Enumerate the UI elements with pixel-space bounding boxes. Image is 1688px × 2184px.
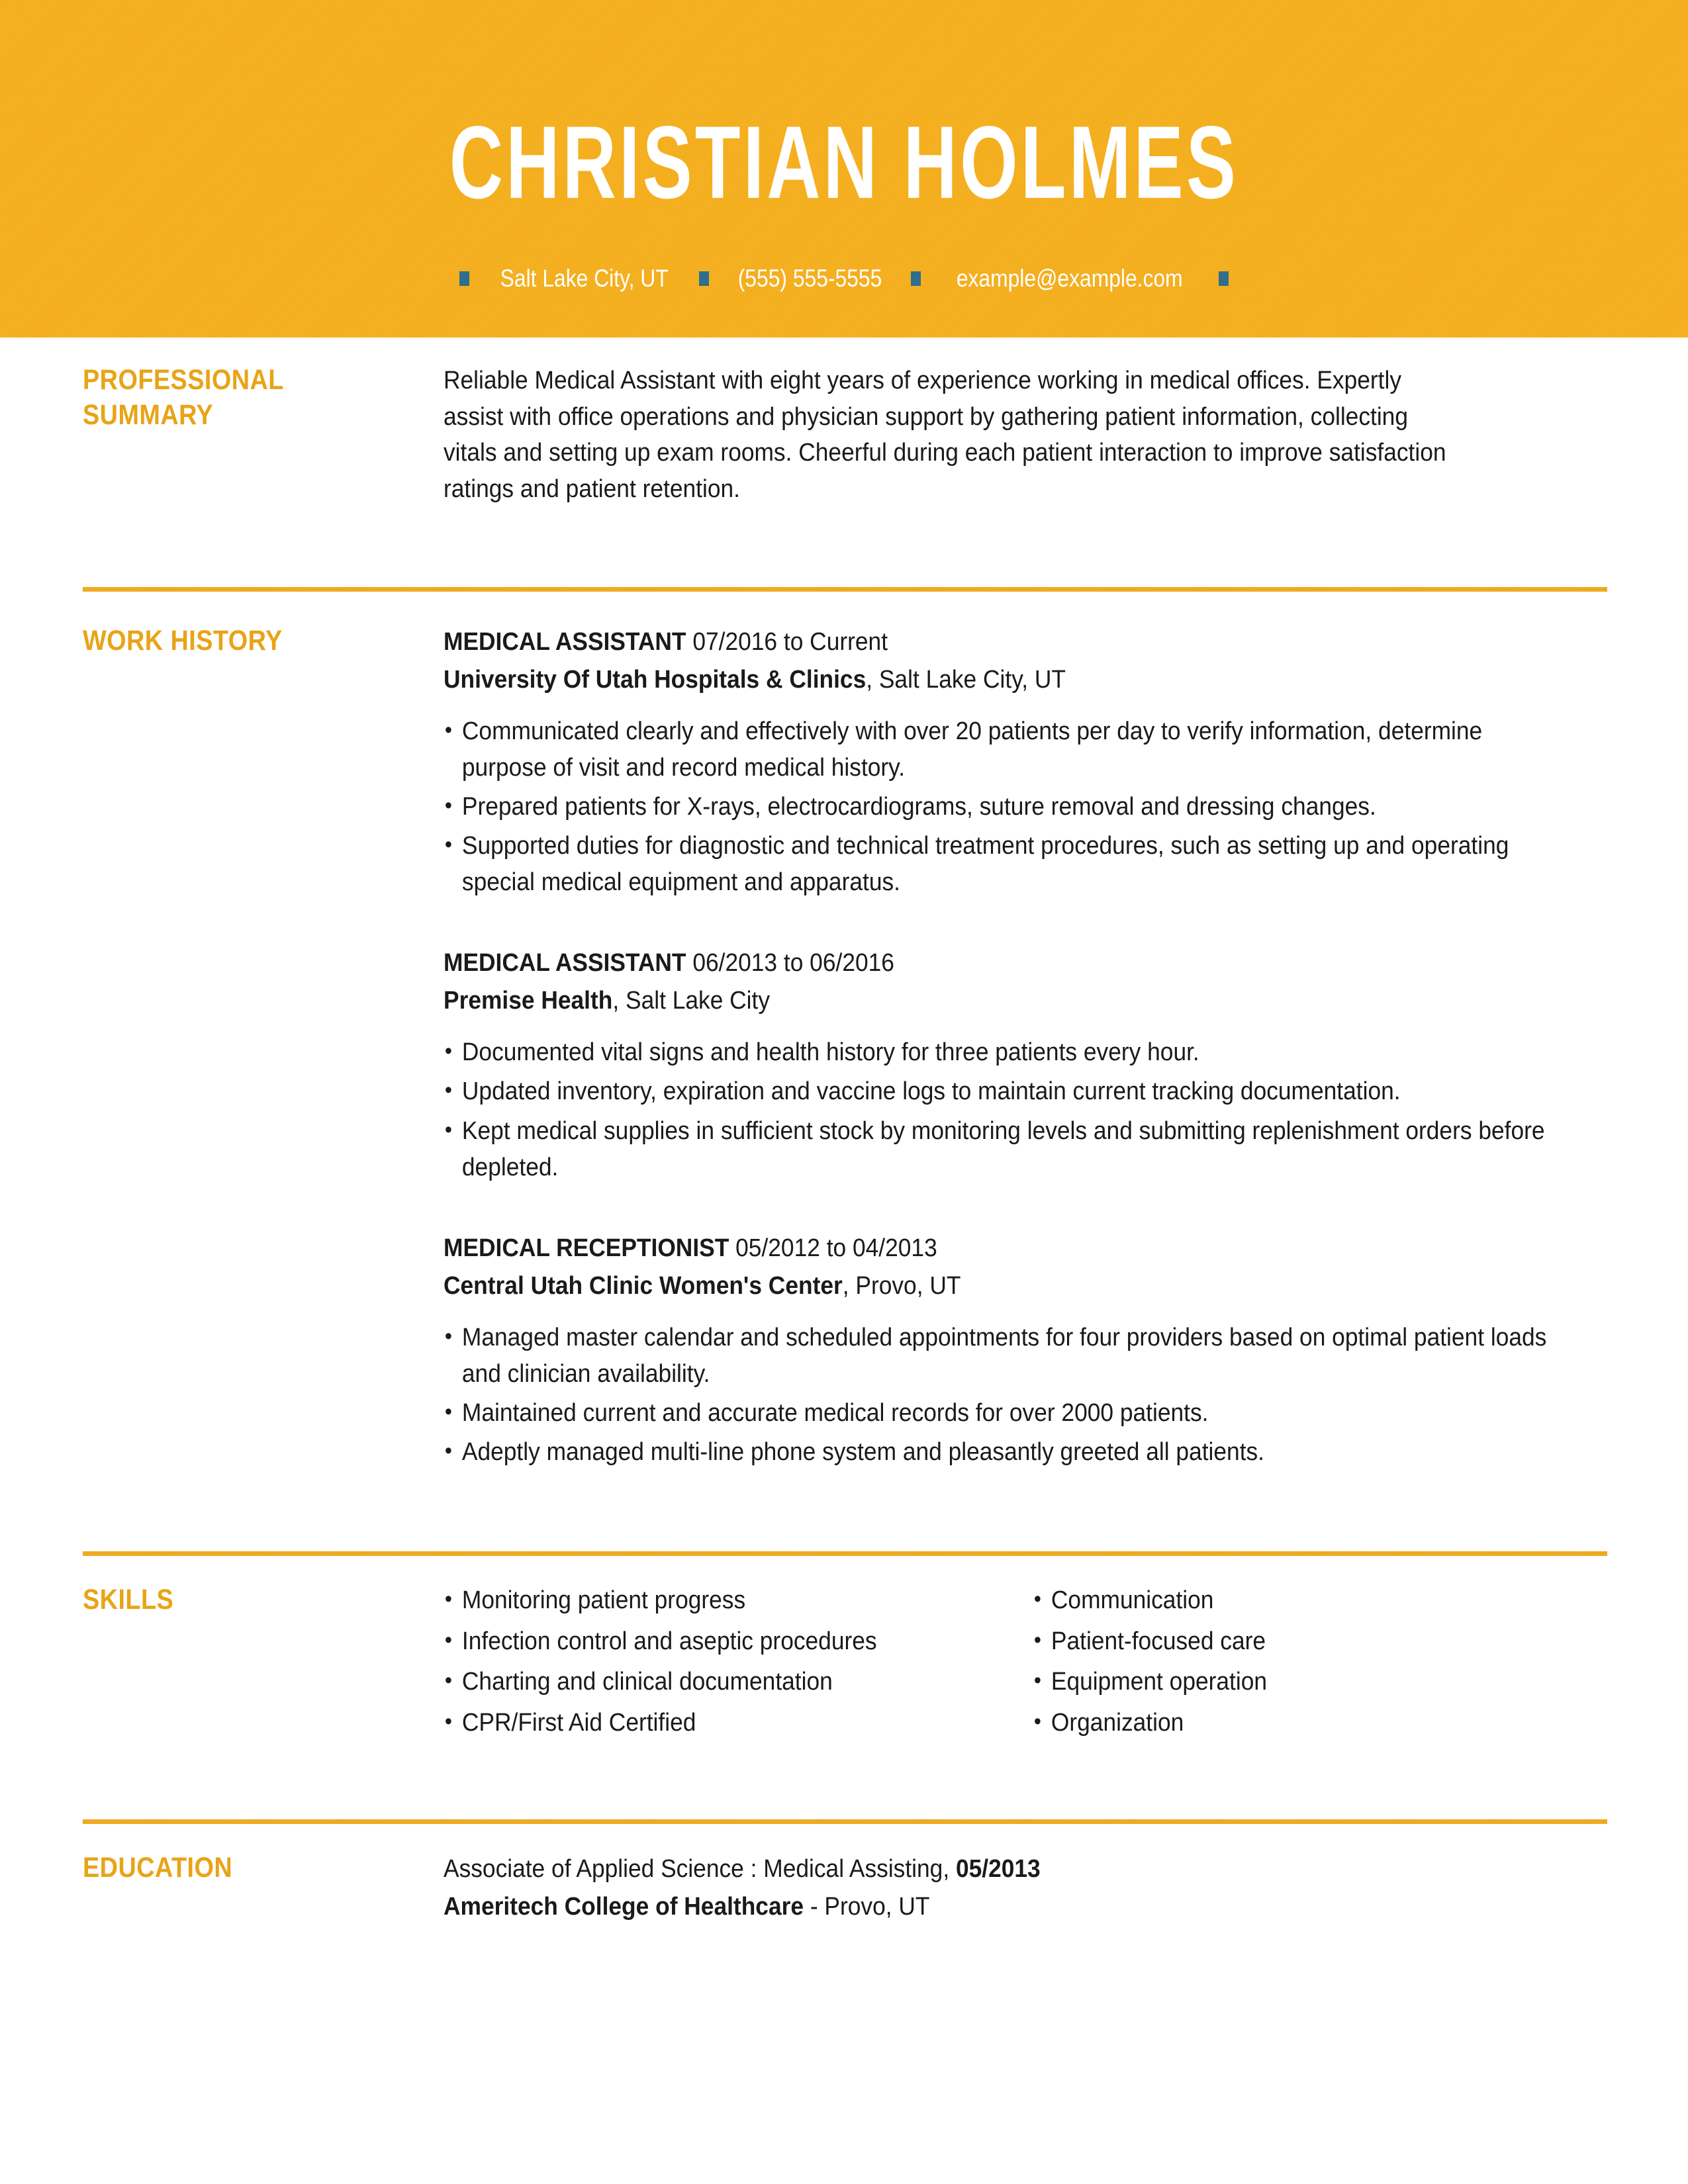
- skill-item: • Monitoring patient progress: [444, 1582, 992, 1619]
- job-title: MEDICAL ASSISTANT: [444, 949, 686, 978]
- job-bullet: • Managed master calendar and scheduled appointments for four providers based on optimal patient loads and clinician availability.: [444, 1320, 1552, 1392]
- skill-item: • Charting and clinical documentation: [444, 1664, 992, 1700]
- skill-item: • Patient-focused care: [1033, 1623, 1581, 1660]
- section-divider-work-history: [83, 587, 1607, 592]
- separator-square-icon: [911, 271, 921, 286]
- skills-column-right: [1033, 1582, 1622, 1745]
- job-dates: 05/2012 to 04/2013: [735, 1234, 937, 1262]
- page-title: CHRISTIAN HOLMES: [449, 105, 1239, 220]
- section-label-professional-summary: PROFESSIONAL SUMMARY: [83, 364, 284, 432]
- job-subheading: [444, 661, 1533, 699]
- job-entry: [444, 1230, 1635, 1471]
- job-title: MEDICAL RECEPTIONIST: [444, 1234, 729, 1262]
- job-bullet: • Kept medical supplies in sufficient stock by monitoring levels and submitting replenishment orders before depleted.: [444, 1113, 1552, 1186]
- job-location: , Salt Lake City, UT: [866, 665, 1066, 694]
- job-subheading: [444, 1267, 1533, 1305]
- job-organization: Central Utah Clinic Women's Center: [444, 1271, 843, 1300]
- skills-columns: [444, 1582, 1622, 1745]
- section-skills: [83, 1556, 1605, 1745]
- resume-body: [0, 338, 1688, 1926]
- education-degree-line: [444, 1850, 1533, 1888]
- job-organization: Premise Health: [444, 987, 613, 1015]
- separator-square-icon: [699, 271, 709, 286]
- skill-item: • Organization: [1033, 1705, 1581, 1741]
- job-heading: [444, 623, 1533, 661]
- section-divider-education: [83, 1819, 1607, 1824]
- job-dates: 06/2013 to 06/2016: [692, 949, 894, 978]
- skills-column-left: [444, 1582, 1033, 1745]
- job-location: , Salt Lake City: [612, 987, 771, 1015]
- education-degree: Associate of Applied Science : Medical Assisting,: [444, 1854, 956, 1883]
- resume-header: [0, 0, 1688, 338]
- job-bullet-list: [444, 713, 1635, 901]
- job-title: MEDICAL ASSISTANT: [444, 627, 686, 656]
- section-body-skills: [444, 1582, 1622, 1745]
- section-education: [83, 1824, 1605, 1926]
- contact-location: Salt Lake City, UT: [500, 265, 669, 292]
- skill-item: • Infection control and aseptic procedures: [444, 1623, 992, 1660]
- skill-list: [1033, 1582, 1622, 1741]
- job-location: , Provo, UT: [842, 1271, 961, 1300]
- job-bullet: • Documented vital signs and health history for three patients every hour.: [444, 1034, 1552, 1071]
- contact-phone[interactable]: (555) 555-5555: [738, 265, 882, 292]
- job-bullet: • Adeptly managed multi-line phone system and pleasantly greeted all patients.: [444, 1434, 1552, 1471]
- job-entry: [444, 623, 1635, 901]
- skill-item: • CPR/First Aid Certified: [444, 1705, 992, 1741]
- job-bullet: • Maintained current and accurate medical records for over 2000 patients.: [444, 1395, 1552, 1432]
- section-label-work-history: WORK HISTORY: [83, 624, 283, 657]
- skill-item: • Equipment operation: [1033, 1664, 1581, 1700]
- section-divider-skills: [83, 1551, 1607, 1556]
- job-bullet-list: [444, 1034, 1635, 1185]
- job-dates: 07/2016 to Current: [692, 627, 888, 656]
- section-label-education: EDUCATION: [83, 1851, 233, 1884]
- section-professional-summary: [83, 338, 1605, 508]
- summary-paragraph: Reliable Medical Assistant with eight years of experience working in medical offices. Expertly assist with office operations and physician support by gathering patient information, collecting vitals and setting up exam rooms. Cheerful during each patient interaction to improve satisfaction ratings and patient retention.: [444, 367, 1446, 504]
- education-school-line: [444, 1888, 1533, 1926]
- job-entry: [444, 944, 1635, 1185]
- education-degree-date: 05/2013: [955, 1854, 1041, 1883]
- skill-item: • Communication: [1033, 1582, 1581, 1619]
- job-bullet-list: [444, 1320, 1635, 1471]
- separator-square-icon: [459, 271, 469, 286]
- section-label-skills: SKILLS: [83, 1584, 174, 1616]
- job-organization: University Of Utah Hospitals & Clinics: [444, 665, 867, 694]
- skill-list: [444, 1582, 1033, 1741]
- job-bullet: • Prepared patients for X-rays, electrocardiograms, suture removal and dressing changes.: [444, 789, 1552, 825]
- job-heading: [444, 944, 1533, 982]
- job-bullet: • Communicated clearly and effectively with over 20 patients per day to verify information, determine purpose of visit and record medical history.: [444, 713, 1552, 786]
- section-body-professional-summary: [444, 363, 1605, 508]
- job-heading: [444, 1230, 1533, 1267]
- job-bullet: • Updated inventory, expiration and vaccine logs to maintain current tracking documentation.: [444, 1073, 1552, 1110]
- contact-email[interactable]: example@example.com: [957, 265, 1184, 292]
- contact-bar: [444, 265, 1244, 293]
- education-school: Ameritech College of Healthcare: [444, 1892, 804, 1921]
- job-subheading: [444, 982, 1533, 1020]
- section-body-work-history: [444, 623, 1635, 1473]
- section-body-education: [444, 1850, 1615, 1926]
- education-school-location: - Provo, UT: [804, 1892, 930, 1921]
- section-work-history: [83, 592, 1605, 1473]
- job-bullet: • Supported duties for diagnostic and technical treatment procedures, such as setting up and operating special medical equipment and apparatus.: [444, 828, 1552, 901]
- separator-square-icon: [1219, 271, 1229, 286]
